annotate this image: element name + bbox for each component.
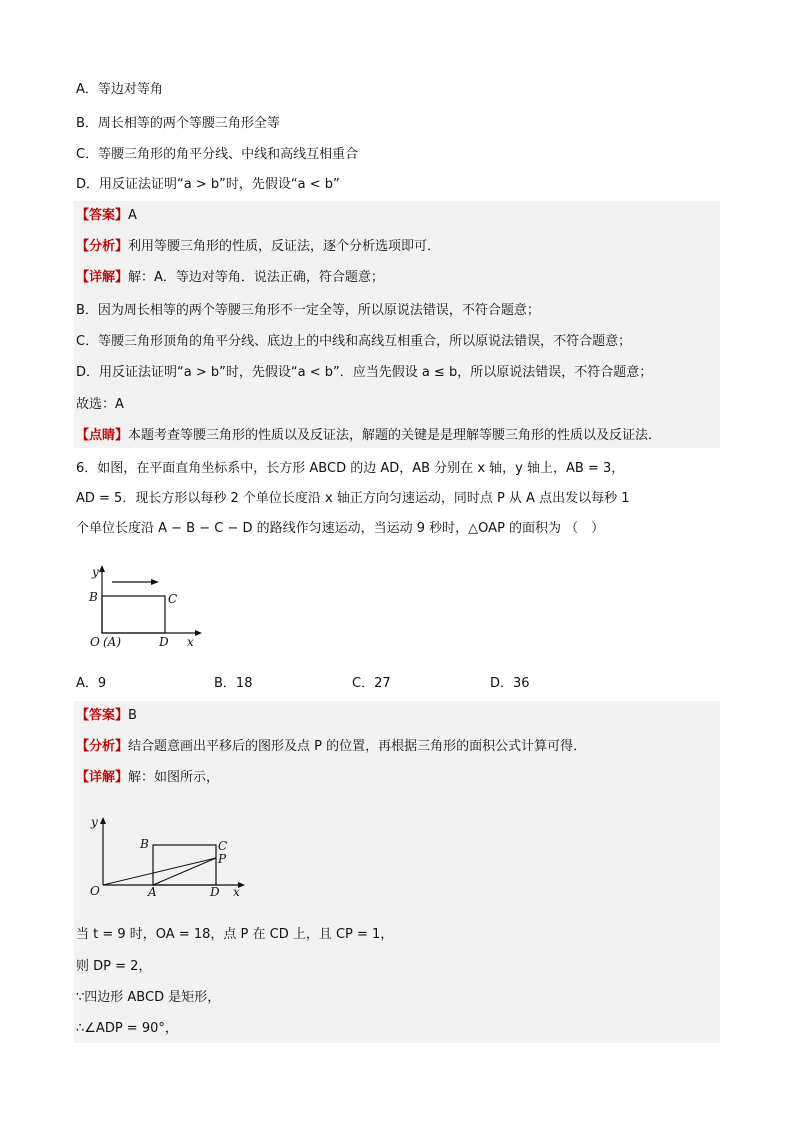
comment-tag: 【点睛】 <box>76 428 129 443</box>
q6-figure-1 <box>80 560 210 655</box>
q6-solution-line-4: ∴∠ADP = 90°， <box>76 1021 178 1036</box>
q6-stem-line-2: AD = 5．现长方形以每秒 2 个单位长度沿 x 轴正方向匀速运动，同时点 P 从 A 点出发以每秒 1 <box>76 491 630 506</box>
label-d: D <box>210 885 220 899</box>
label-c: C <box>168 592 178 606</box>
label-d: D <box>159 635 169 649</box>
q5-detail <box>76 269 384 287</box>
analysis-tag: 【分析】 <box>76 739 129 754</box>
label-o: O <box>90 635 100 649</box>
q6-stem-line-3: 个单位长度沿 A − B − C − D 的路线作匀速运动，当运动 9 秒时，△OAP 的面积为 （ ） <box>76 521 605 536</box>
comment-text: 本题考查等腰三角形的性质以及反证法，解题的关键是是理解等腰三角形的性质以及反证法． <box>128 428 662 443</box>
answer-value: B <box>128 708 137 723</box>
detail-tag: 【详解】 <box>76 770 129 785</box>
detail-line: 解：A．等边对等角．说法正确，符合题意； <box>128 270 384 285</box>
q5-option-a: A．等边对等角 <box>76 82 163 97</box>
answer-value: A <box>128 208 137 223</box>
q5-option-d: D．用反证法证明“a > b”时，先假设“a < b” <box>76 177 340 192</box>
q5-choice: 故选：A <box>76 397 124 412</box>
detail-intro: 解：如图所示， <box>128 770 220 785</box>
q6-analysis <box>76 738 586 756</box>
label-a: (A) <box>103 635 122 649</box>
analysis-text: 利用等腰三角形的性质，反证法，逐个分析选项即可． <box>128 239 441 254</box>
label-o: O <box>90 884 100 898</box>
label-p: P <box>218 852 227 866</box>
detail-tag: 【详解】 <box>76 270 129 285</box>
q6-solution-line-2: 则 DP = 2， <box>76 959 152 974</box>
q5-option-c: C．等腰三角形的角平分线、中线和高线互相重合 <box>76 147 359 162</box>
q6-option-d: D．36 <box>490 676 530 691</box>
q6-option-a: A．9 <box>76 676 107 691</box>
label-x: x <box>233 885 240 899</box>
q5-answer <box>76 207 137 225</box>
label-b: B <box>89 590 98 604</box>
q5-detail-d: D．用反证法证明“a > b”时，先假设“a < b”．应当先假设 a ≤ b，所以原说法错误，不符合题意； <box>76 365 653 380</box>
q5-detail-b: B．因为周长相等的两个等腰三角形不一定全等，所以原说法错误，不符合题意； <box>76 303 540 318</box>
q5-detail-c: C．等腰三角形顶角的角平分线、底边上的中线和高线互相重合，所以原说法错误，不符合题意； <box>76 334 632 349</box>
label-x: x <box>187 635 194 649</box>
label-a: A <box>148 885 157 899</box>
q6-solution-line-1: 当 t = 9 时，OA = 18，点 P 在 CD 上，且 CP = 1， <box>76 927 394 942</box>
q5-analysis <box>76 238 440 256</box>
q6-option-c: C．27 <box>352 676 391 691</box>
answer-tag: 【答案】 <box>76 708 129 723</box>
label-y: y <box>92 565 99 579</box>
q5-option-b: B．周长相等的两个等腰三角形全等 <box>76 116 280 131</box>
answer-tag: 【答案】 <box>76 208 129 223</box>
label-c: C <box>218 839 228 853</box>
q6-solution-line-3: ∵四边形 ABCD 是矩形， <box>76 990 221 1005</box>
analysis-tag: 【分析】 <box>76 239 129 254</box>
q6-detail <box>76 769 219 787</box>
label-y: y <box>91 815 98 829</box>
analysis-text: 结合题意画出平移后的图形及点 P 的位置，再根据三角形的面积公式计算可得． <box>128 739 587 754</box>
label-b: B <box>140 837 149 851</box>
q5-comment <box>76 427 661 445</box>
q6-answer <box>76 707 137 725</box>
q6-option-b: B．18 <box>214 676 253 691</box>
q6-stem-line-1: 6．如图，在平面直角坐标系中，长方形 ABCD 的边 AD，AB 分别在 x 轴，y 轴上，AB = 3， <box>76 461 625 476</box>
q6-figure-2 <box>85 810 255 900</box>
